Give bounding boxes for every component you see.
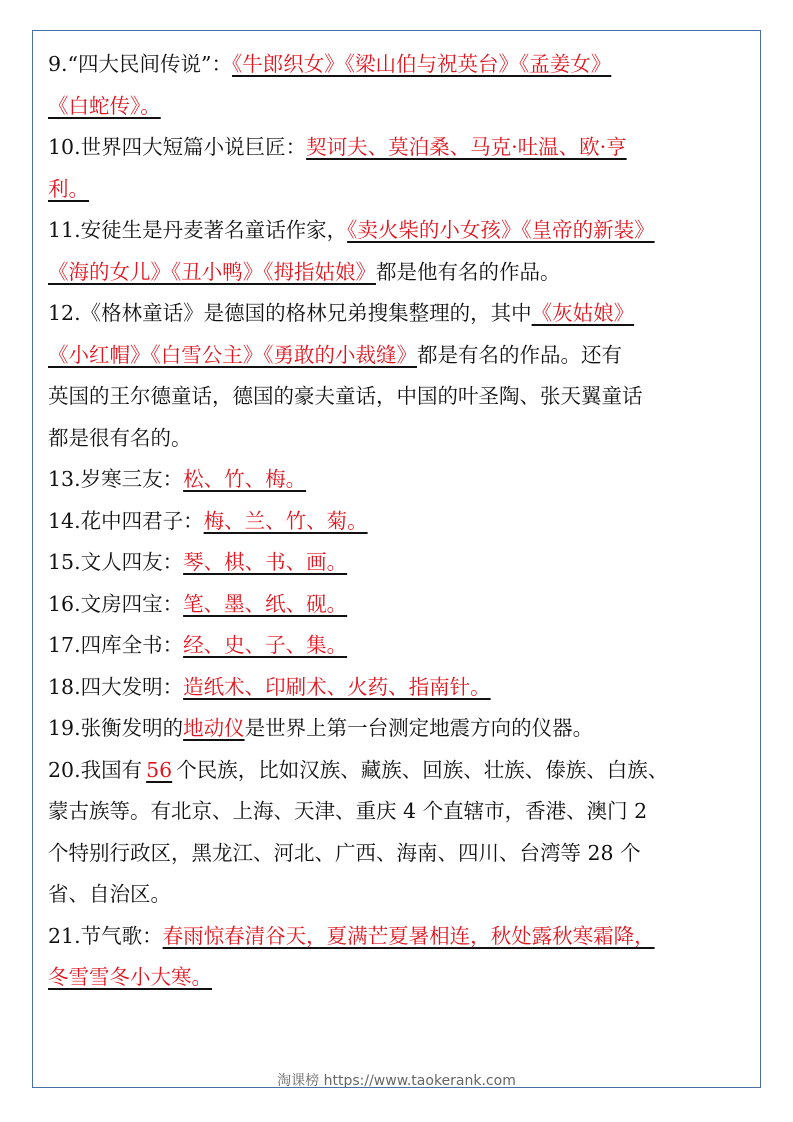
item-12-answer-cont: 《小红帽》《白雪公主》《勇敢的小裁缝》 [48,342,417,367]
item-10-answer: 契诃夫、莫泊桑、马克·吐温、欧·亨 [306,135,627,159]
item-21-answer-cont: 冬雪雪冬小大寒。 [48,965,212,989]
item-10-answer-cont: 利。 [48,176,89,201]
item-18-answer: 造纸术、印刷术、火药、指南针。 [183,674,491,699]
item-17 [48,625,760,667]
item-20-suffix: 个民族，比如汉族、藏族、回族、壮族、傣族、白族、 [176,757,669,782]
item-15-answer: 琴、棋、书、画。 [183,550,348,574]
item-19-answer: 地动仪 [183,716,245,740]
item-10-line-1 [48,127,760,169]
item-11-line-2 [48,252,760,294]
item-15 [48,542,760,584]
item-12-line-2 [48,335,760,377]
item-20-line-1 [48,750,760,792]
item-21-line-2 [48,957,760,999]
page-footer: 淘课榜 https://www.taokerank.com [277,1073,516,1089]
item-14 [48,501,760,543]
item-10-line-2 [48,169,760,211]
item-9-answer-cont: 《白蛇传》。 [48,93,161,118]
item-16-answer: 笔、墨、纸、砚。 [183,591,348,616]
item-12-line-1 [48,293,760,335]
item-16 [48,584,760,626]
item-20-text-2: 蒙古族等。有北京、上海、天津、重庆 4 个直辖市，香港、澳门 2 [48,799,648,823]
item-14-answer: 梅、兰、竹、菊。 [203,508,368,533]
item-9-line-1 [48,44,760,86]
item-16-prefix: 16.文房四宝： [48,591,184,616]
item-9-prefix: 9.“四大民间传说”： [48,52,233,76]
item-12-line-4 [48,418,760,460]
item-18-prefix: 18.四大发明： [48,674,184,699]
item-20-line-4 [48,874,760,916]
item-12-suffix: 都是有名的作品。还有 [417,342,622,367]
item-15-prefix: 15.文人四友： [48,550,184,574]
item-12-text-end: 都是很有名的。 [48,425,192,450]
item-17-prefix: 17.四库全书： [48,633,184,657]
item-9-answer: 《牛郎织女》《梁山伯与祝英台》《孟姜女》 [232,52,612,76]
item-11-answer: 《卖火柴的小女孩》《皇帝的新装》 [347,218,655,242]
item-20-answer: 56 [146,757,173,782]
item-19-suffix: 是世界上第一台测定地震方向的仪器。 [244,716,594,740]
item-11-line-1 [48,210,760,252]
item-21-answer: 春雨惊春清谷天，夏满芒夏暑相连，秋处露秋寒霜降， [162,923,655,948]
item-21-prefix: 21.节气歌： [48,923,163,948]
item-17-answer: 经、史、子、集。 [183,633,348,657]
item-13-prefix: 13.岁寒三友： [48,467,184,491]
item-12-prefix: 12.《格林童话》是德国的格林兄弟搜集整理的，其中 [48,301,532,325]
item-18 [48,667,760,709]
item-11-answer-cont: 《海的女儿》《丑小鸭》《拇指姑娘》 [48,259,376,284]
item-13 [48,459,760,501]
item-13-answer: 松、竹、梅。 [183,467,307,491]
item-14-prefix: 14.花中四君子： [48,508,204,533]
item-11-prefix: 11.安徒生是丹麦著名童话作家， [48,218,348,242]
item-10-prefix: 10.世界四大短篇小说巨匠： [48,135,307,159]
item-12-text: 英国的王尔德童话，德国的豪夫童话，中国的叶圣陶、张天翼童话 [48,384,643,408]
item-20-text-3: 个特别行政区，黑龙江、河北、广西、海南、四川、台湾等 28 个 [48,840,641,865]
item-19 [48,708,760,750]
item-12-line-3 [48,376,760,418]
item-19-prefix: 19.张衡发明的 [48,716,184,740]
item-20-line-2 [48,791,760,833]
document-body [48,44,760,999]
item-20-line-3 [48,833,760,875]
item-9-line-2 [48,86,760,128]
item-11-suffix: 都是他有名的作品。 [376,259,561,284]
item-20-prefix: 20.我国有 [48,757,143,782]
item-21-line-1 [48,916,760,958]
item-12-answer: 《灰姑娘》 [531,301,635,325]
item-20-text-4: 省、自治区。 [48,882,171,906]
